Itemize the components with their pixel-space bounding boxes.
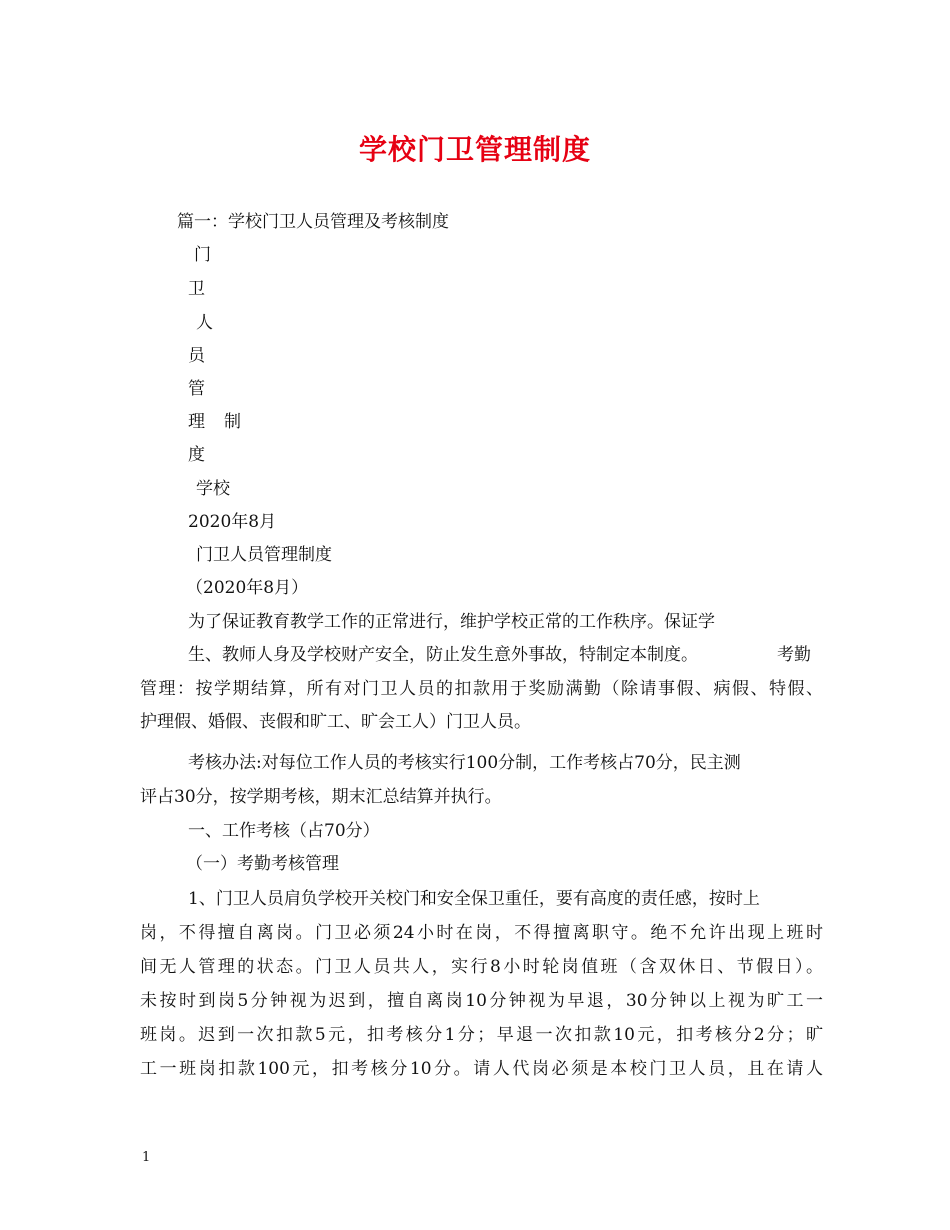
paragraph-line: 评占30分，按学期考核，期末汇总结算并执行。	[140, 787, 502, 807]
text-line: 制	[224, 412, 241, 432]
paragraph-line: 考勤	[777, 645, 811, 665]
document-title: 学校门卫管理制度	[358, 133, 591, 166]
paragraph-line: 间无人管理的状态。门卫人员共人，实行8小时轮岗值班（含双休日、节假日）。	[140, 957, 823, 977]
paragraph-line: 工一班岗扣款100元，扣考核分10分。请人代岗必须是本校门卫人员，且在请人	[140, 1059, 823, 1079]
paragraph-line: 未按时到岗5分钟视为迟到，擅自离岗10分钟视为早退，30分钟以上视为旷工一	[140, 991, 823, 1011]
paragraph-line: 护理假、婚假、丧假和旷工、旷会工人）门卫人员。	[140, 712, 531, 732]
subtitle-line: 门卫人员管理制度	[196, 545, 332, 565]
text-line: 度	[188, 445, 205, 465]
text-line: 人	[196, 313, 213, 333]
paragraph-line: 生、教师人身及学校财产安全，防止发生意外事故，特制定本制度。	[188, 645, 698, 665]
text-line: 理	[188, 412, 205, 432]
paragraph-line: 管理：按学期结算，所有对门卫人员的扣款用于奖励满勤（除请事假、病假、特假、	[140, 679, 823, 699]
text-line: 管	[188, 379, 205, 399]
text-line: 员	[188, 346, 205, 366]
text-line: 学校	[196, 479, 230, 499]
paragraph-line: 为了保证教育教学工作的正常进行，维护学校正常的工作秩序。保证学	[188, 612, 715, 632]
date-line: （2020年8月）	[186, 578, 309, 598]
section-heading: 篇一：学校门卫人员管理及考核制度	[177, 212, 449, 232]
paragraph-line: 考核办法:对每位工作人员的考核实行100分制，工作考核占70分，民主测	[188, 753, 741, 773]
text-line: 门	[194, 245, 211, 265]
section-heading: 一、工作考核（占70分）	[188, 821, 380, 841]
paragraph-line: 岗，不得擅自离岗。门卫必须24小时在岗，不得擅离职守。绝不允许出现上班时	[140, 923, 823, 943]
paragraph-line: 班岗。迟到一次扣款5元，扣考核分1分；早退一次扣款10元，扣考核分2分；旷	[140, 1025, 823, 1045]
text-line: 卫	[188, 279, 205, 299]
page-number: 1	[142, 1150, 151, 1165]
section-heading: （一）考勤考核管理	[186, 854, 339, 874]
paragraph-line: 1、门卫人员肩负学校开关校门和安全保卫重任，要有高度的责任感，按时上	[188, 889, 760, 909]
date-line: 2020年8月	[188, 512, 277, 532]
